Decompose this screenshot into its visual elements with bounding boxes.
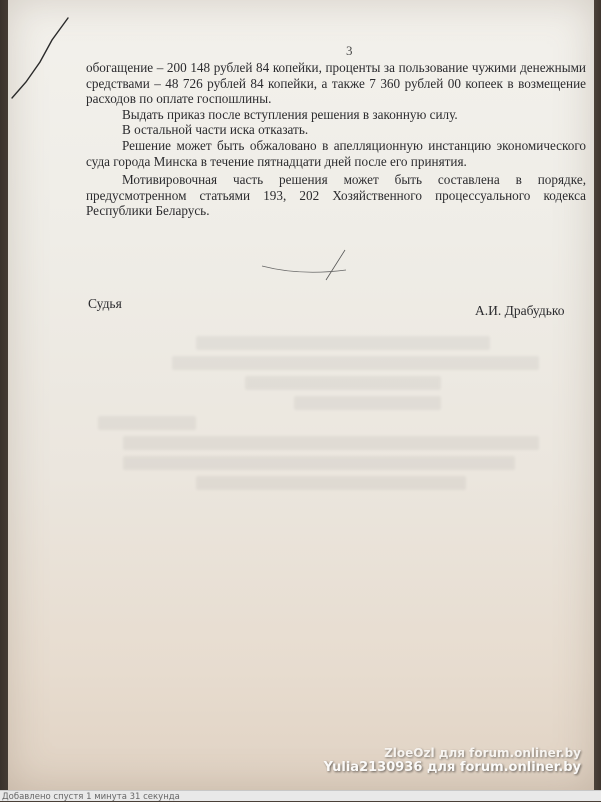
paragraph-appeal: Решение может быть обжаловано в апелляционную инстанцию экономического суда города Минска в течение пятнадцати дней после его принятия.: [86, 137, 586, 169]
paragraph-order: Выдать приказ после вступления решения в законную силу.: [122, 106, 458, 122]
watermark-line-1: ZloeOzl для forum.onliner.by: [384, 746, 581, 760]
paragraph-award: обогащение – 200 148 рублей 84 копейки, проценты за пользование чужими денежными средствами – 48 726 рублей 84 копейки, а также 7 360 рублей 00 копеек в возмещение расходов по оплате госпошлины.: [86, 60, 586, 107]
watermark-line-2: Yulia2130936 для forum.onliner.by: [323, 760, 581, 775]
judge-label: Судья: [88, 296, 122, 311]
paragraph-dismissal: В остальной части иска отказать.: [122, 122, 309, 138]
posted-time-note: Добавлено спустя 1 минута 31 секунда: [2, 792, 180, 802]
paragraph-reasoning: Мотивировочная часть решения может быть составлена в порядке, предусмотренном статьями 193, 202 Хозяйственного процессуального кодекса Республики Беларусь.: [86, 172, 586, 219]
judge-name: А.И. Драбудько: [475, 303, 565, 318]
page-number: 3: [346, 43, 353, 58]
